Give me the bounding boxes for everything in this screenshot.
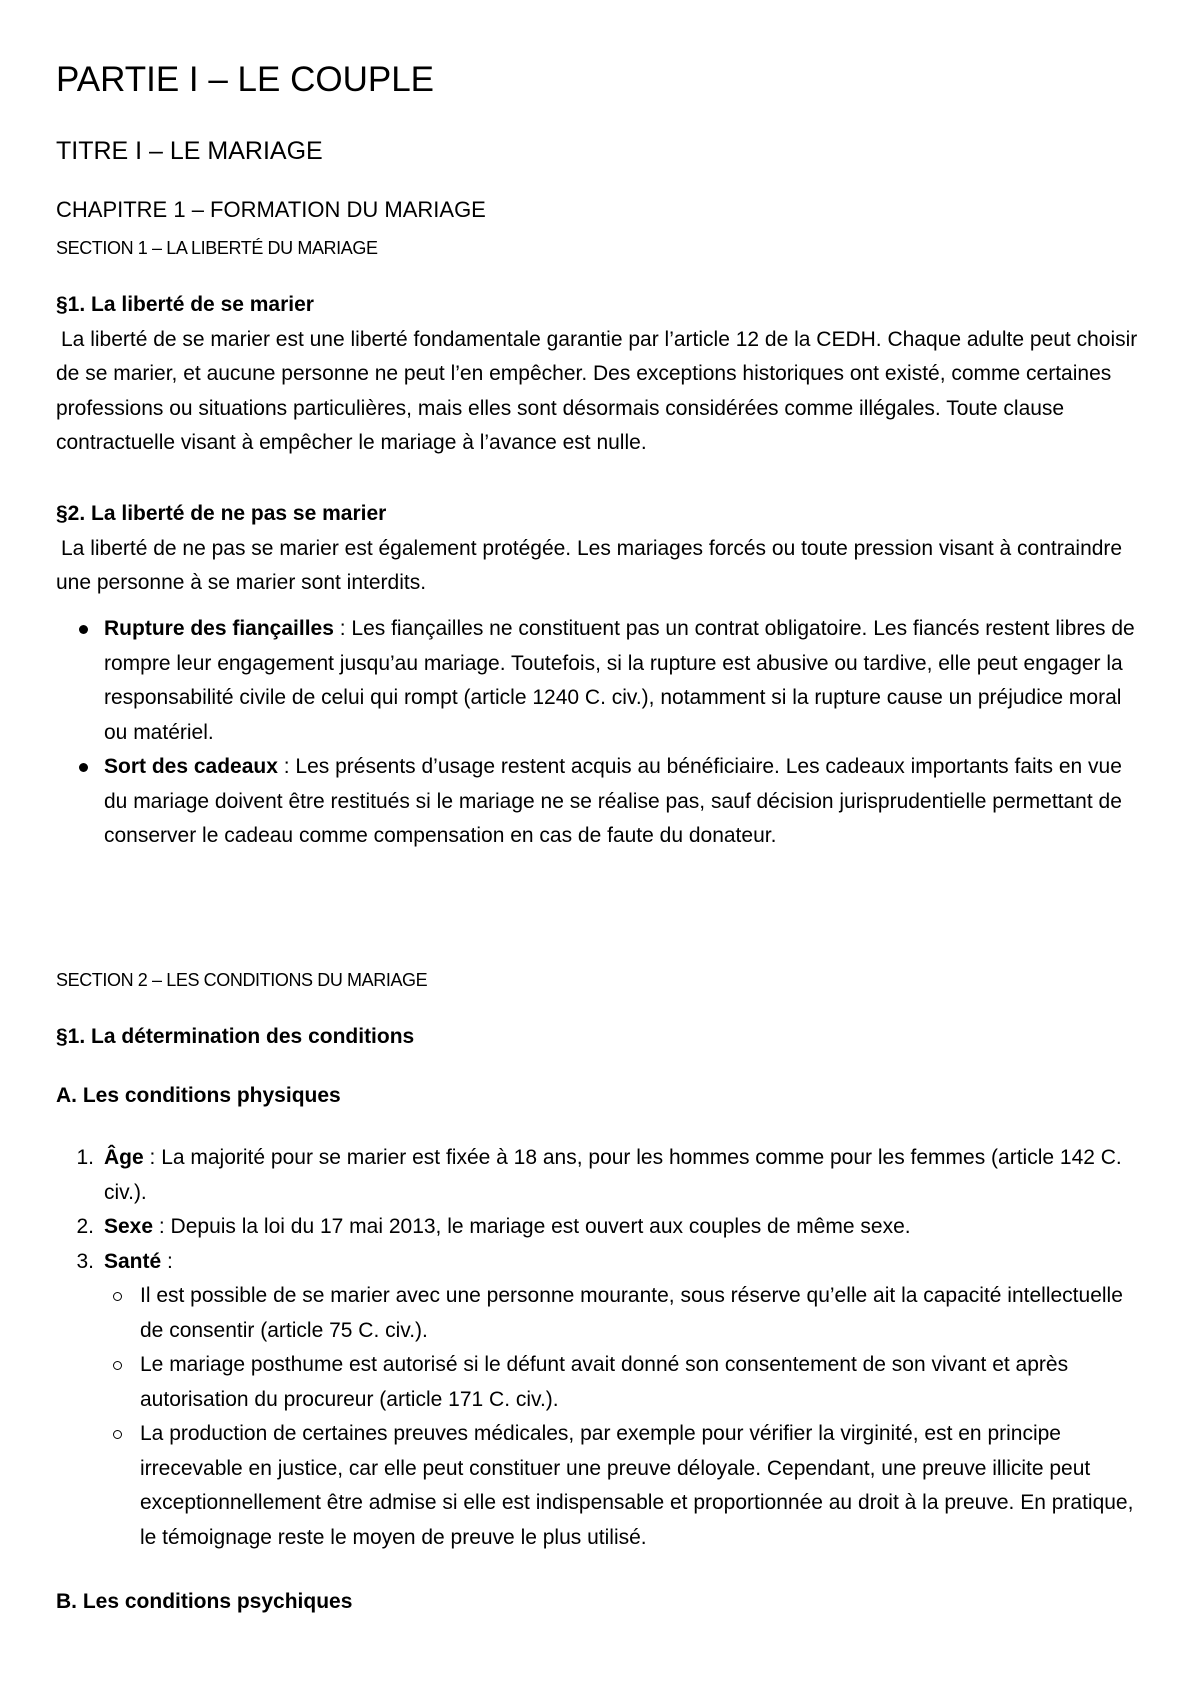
- section-1-paragraph-1: [56, 288, 1156, 461]
- sub-list: [104, 1279, 1146, 1555]
- paragraph-heading: §1. La liberté de se marier: [56, 293, 314, 316]
- subsection-a-heading: A. Les conditions physiques: [56, 1084, 341, 1107]
- circle-bullet-icon: [113, 1361, 122, 1370]
- list-item-term: Rupture des fiançailles: [104, 617, 334, 640]
- numbered-list: [56, 1141, 1146, 1555]
- chapitre-heading: CHAPITRE 1 – FORMATION DU MARIAGE: [56, 197, 486, 222]
- sub-list-item: [56, 1279, 1146, 1348]
- list-item-text: : La majorité pour se marier est fixée à 18 ans, pour les hommes comme pour les femmes (article 142 C. civ.).: [104, 1146, 1122, 1204]
- list-item-term: Âge: [104, 1146, 144, 1169]
- list-number: 2.: [76, 1215, 94, 1238]
- subsection-b-heading: B. Les conditions psychiques: [56, 1590, 353, 1613]
- list-item: [56, 1245, 1146, 1556]
- paragraph-text: La liberté de ne pas se marier est également protégée. Les mariages forcés ou toute pression visant à contraindre une personne à se marier sont interdits.: [56, 536, 1123, 594]
- subsection-heading: §1. La détermination des conditions: [56, 1025, 415, 1048]
- paragraph-heading: §2. La liberté de ne pas se marier: [56, 502, 387, 525]
- list-item-term: Santé: [104, 1249, 162, 1273]
- partie-heading: PARTIE I – LE COUPLE: [56, 60, 435, 99]
- sub-list-item-text: Il est possible de se marier avec une personne mourante, sous réserve qu’elle ait la capacité intellectuelle de consentir (article 75 C. civ.).: [140, 1284, 1123, 1342]
- list-item: [56, 1210, 1146, 1245]
- bullet-list: [56, 612, 1146, 854]
- list-item-term: Sort des cadeaux: [104, 755, 278, 778]
- list-item-text: :: [161, 1249, 173, 1273]
- circle-bullet-icon: [113, 1430, 122, 1439]
- list-item-text: : Depuis la loi du 17 mai 2013, le mariage est ouvert aux couples de même sexe.: [153, 1215, 911, 1238]
- list-number: 1.: [76, 1146, 94, 1169]
- sub-list-item: [56, 1417, 1146, 1555]
- titre-heading: TITRE I – LE MARIAGE: [56, 137, 323, 165]
- list-item-text: : Les présents d’usage restent acquis au bénéficiaire. Les cadeaux importants faits en vue du mariage doivent être restitués si le mariage ne se réalise pas, sauf décision jurisprudentielle permettant de conserver le cadeau comme compensation en cas de faute du donateur.: [104, 755, 1122, 847]
- section-1-paragraph-2: [56, 497, 1156, 601]
- list-item: [56, 1141, 1146, 1210]
- sub-list-item-text: Le mariage posthume est autorisé si le défunt avait donné son consentement de son vivant et après autorisation du procureur (article 171 C. civ.).: [140, 1353, 1069, 1411]
- sub-list-item: [56, 1348, 1146, 1417]
- paragraph-text: La liberté de se marier est une liberté fondamentale garantie par l’article 12 de la CEDH. Chaque adulte peut choisir de se marier, et aucune personne ne peut l’en empêcher. Des exceptions historiques ont existé, comme certaines professions ou situations particulières, mais elles sont désormais considérées comme illégales. Toute clause contractuelle visant à empêcher le mariage à l’avance est nulle.: [56, 327, 1138, 454]
- list-item: [56, 612, 1146, 750]
- bullet-icon: [79, 763, 88, 772]
- section-1-heading: SECTION 1 – LA LIBERTÉ DU MARIAGE: [56, 238, 378, 258]
- list-item-term: Sexe: [104, 1215, 154, 1238]
- section-2-heading: SECTION 2 – LES CONDITIONS DU MARIAGE: [56, 970, 428, 990]
- list-number: 3.: [76, 1249, 94, 1273]
- list-item: [56, 750, 1146, 854]
- bullet-icon: [79, 625, 88, 634]
- list-item-text: : Les fiançailles ne constituent pas un contrat obligatoire. Les fiancés restent libres de rompre leur engagement jusqu’au mariage. Toutefois, si la rupture est abusive ou tardive, elle peut engager la responsabilité civile de celui qui rompt (article 1240 C. civ.), notamment si la rupture cause un préjudice moral ou matériel.: [104, 617, 1135, 744]
- circle-bullet-icon: [113, 1292, 122, 1301]
- sub-list-item-text: La production de certaines preuves médicales, par exemple pour vérifier la virginité, est en principe irrecevable en justice, car elle peut constituer une preuve déloyale. Cependant, une preuve illicite peut exceptionnellement être admise si elle est indispensable et proportionnée au droit à la preuve. En pratique, le témoignage reste le moyen de preuve le plus utilisé.: [140, 1422, 1134, 1549]
